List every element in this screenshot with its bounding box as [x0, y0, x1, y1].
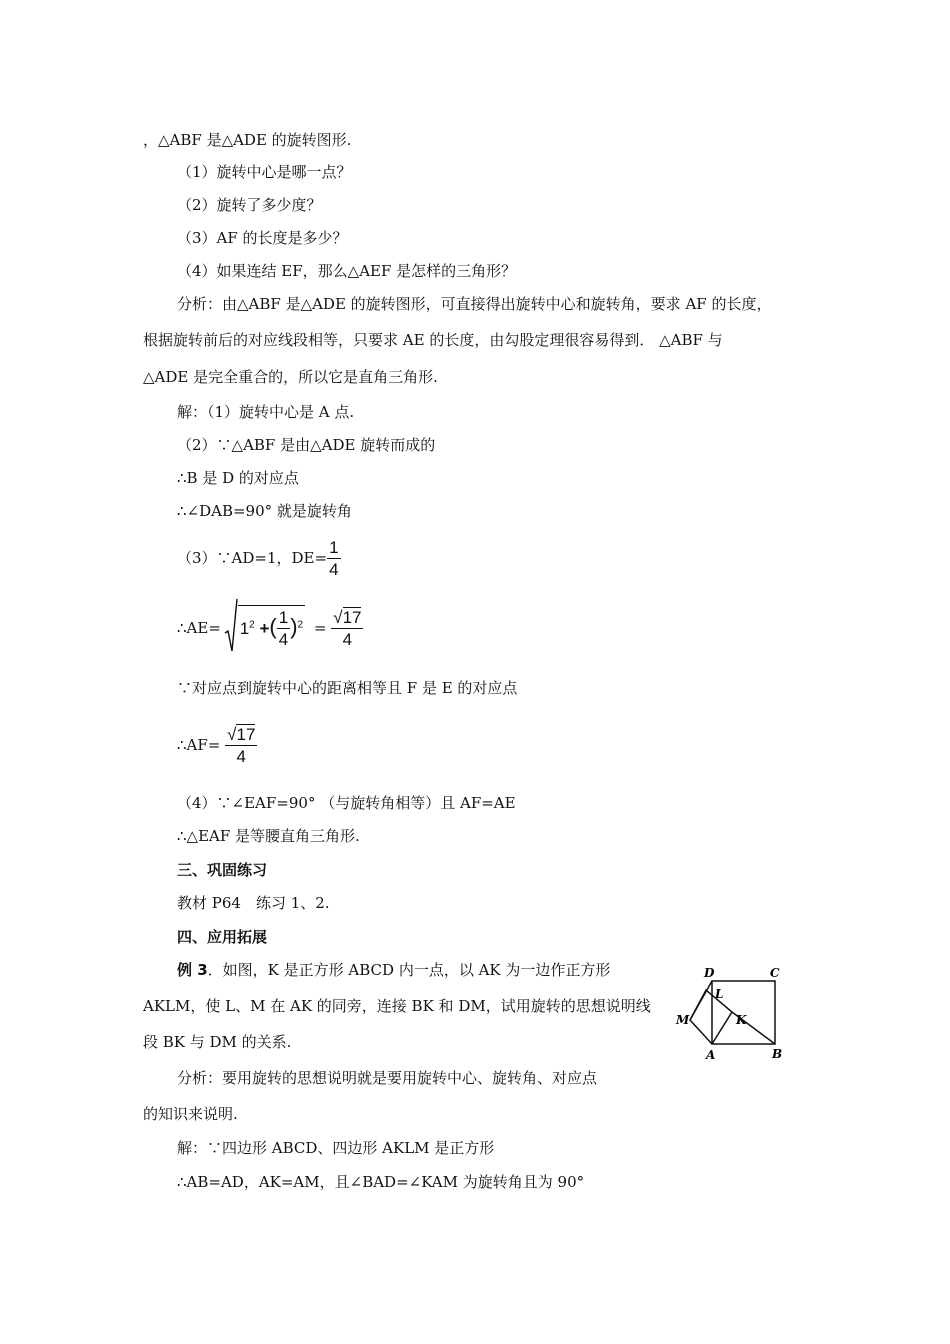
solution-9: （4）∵∠EAF=90° （与旋转角相等）且 AF=AE	[177, 794, 516, 812]
example-3-line-2: AKLM，使 L、M 在 AK 的同旁，连接 BK 和 DM，试用旋转的思想说明线	[143, 997, 651, 1015]
example-solution-1: 解：∵四边形 ABCD、四边形 AKLM 是正方形	[177, 1139, 495, 1157]
fraction-root17-over-4	[331, 608, 363, 651]
text-line: ，△ABF 是△ADE 的旋转图形.	[143, 131, 352, 149]
exponent: 2	[297, 619, 304, 631]
square-rotation-figure	[670, 962, 795, 1067]
exponent: 2	[249, 619, 255, 631]
fraction-one-quarter	[277, 608, 290, 651]
fraction-denominator: 4	[278, 630, 289, 650]
sqrt-symbol: √	[333, 607, 343, 627]
solution-8	[177, 720, 257, 770]
textbook-reference: 教材 P64 练习 1、2.	[177, 894, 330, 912]
root-seventeen: 17	[236, 724, 256, 744]
analysis-line-2: 根据旋转前后的对应线段相等，只要求 AE 的长度，由勾股定理很容易得到． △ABF 与	[143, 331, 723, 349]
solution-3: ∴B 是 D 的对应点	[177, 469, 299, 487]
solution-6-text: ∴AE=	[177, 619, 221, 637]
label-m: M	[676, 1013, 690, 1027]
label-b: B	[772, 1047, 783, 1061]
example-text: ．如图，K 是正方形 ABCD 内一点，以 AK 为一边作正方形	[207, 961, 611, 979]
equals-sign: =	[313, 619, 327, 637]
solution-6	[177, 600, 363, 657]
solution-2: （2）∵△ABF 是由△ADE 旋转而成的	[177, 436, 436, 454]
fraction-numerator	[225, 725, 257, 745]
root-seventeen: 17	[342, 607, 362, 627]
solution-4: ∴∠DAB=90° 就是旋转角	[177, 502, 352, 520]
fraction-numerator	[331, 608, 363, 628]
segment-dm	[690, 981, 712, 1020]
label-d: D	[704, 966, 715, 980]
radicand	[238, 605, 305, 651]
question-1: （1）旋转中心是哪一点？	[177, 163, 352, 181]
label-c: C	[770, 966, 780, 980]
right-paren: )	[290, 614, 298, 639]
solution-8-text: ∴AF=	[177, 736, 221, 754]
example-analysis-1: 分析：要用旋转的思想说明就是要用旋转中心、旋转角、对应点	[177, 1069, 598, 1087]
base-one: 1	[239, 619, 250, 638]
section-heading-3: 三、巩固练习	[177, 861, 268, 879]
fraction-numerator: 1	[329, 537, 339, 557]
label-a: A	[706, 1048, 716, 1062]
fraction-root17-over-4	[225, 725, 257, 768]
question-4: （4）如果连结 EF，那么△AEF 是怎样的三角形？	[177, 262, 517, 280]
label-l: L	[715, 987, 724, 1001]
figure-lines	[690, 981, 775, 1044]
example-3-line-3: 段 BK 与 DM 的关系.	[143, 1033, 292, 1051]
solution-7: ∵对应点到旋转中心的距离相等且 F 是 E 的对应点	[177, 679, 518, 697]
fraction-denominator: 4	[331, 628, 363, 651]
example-label: 例 3	[177, 961, 208, 979]
fraction-denominator: 4	[225, 745, 257, 768]
solution-1: 解：（1）旋转中心是 A 点.	[177, 403, 355, 421]
plus-sign: +	[259, 619, 270, 638]
analysis-line-3: △ADE 是完全重合的，所以它是直角三角形.	[143, 368, 438, 386]
radical-sign-icon	[224, 597, 238, 655]
solution-5	[177, 533, 341, 583]
label-k: K	[736, 1013, 747, 1027]
radical-expression	[226, 601, 305, 657]
section-heading-4: 四、应用拓展	[177, 928, 268, 946]
analysis-line-1: 分析：由△ABF 是△ADE 的旋转图形，可直接得出旋转中心和旋转角，要求 AF 的长度，	[177, 295, 772, 313]
solution-5-text: （3）∵AD=1，DE=	[177, 549, 328, 567]
question-2: （2）旋转了多少度？	[177, 196, 322, 214]
left-paren: (	[269, 614, 277, 639]
square-aklm	[690, 990, 732, 1044]
fraction-one-quarter	[327, 538, 340, 581]
question-3: （3）AF 的长度是多少？	[177, 229, 348, 247]
example-3-line-1	[177, 960, 610, 980]
example-solution-2: ∴AB=AD，AK=AM，且∠BAD=∠KAM 为旋转角且为 90°	[177, 1173, 585, 1191]
fraction-numerator: 1	[278, 608, 289, 628]
fraction-denominator: 4	[329, 559, 339, 579]
sqrt-symbol: √	[227, 724, 237, 744]
example-analysis-2: 的知识来说明.	[143, 1105, 238, 1123]
solution-10: ∴△EAF 是等腰直角三角形.	[177, 827, 360, 845]
